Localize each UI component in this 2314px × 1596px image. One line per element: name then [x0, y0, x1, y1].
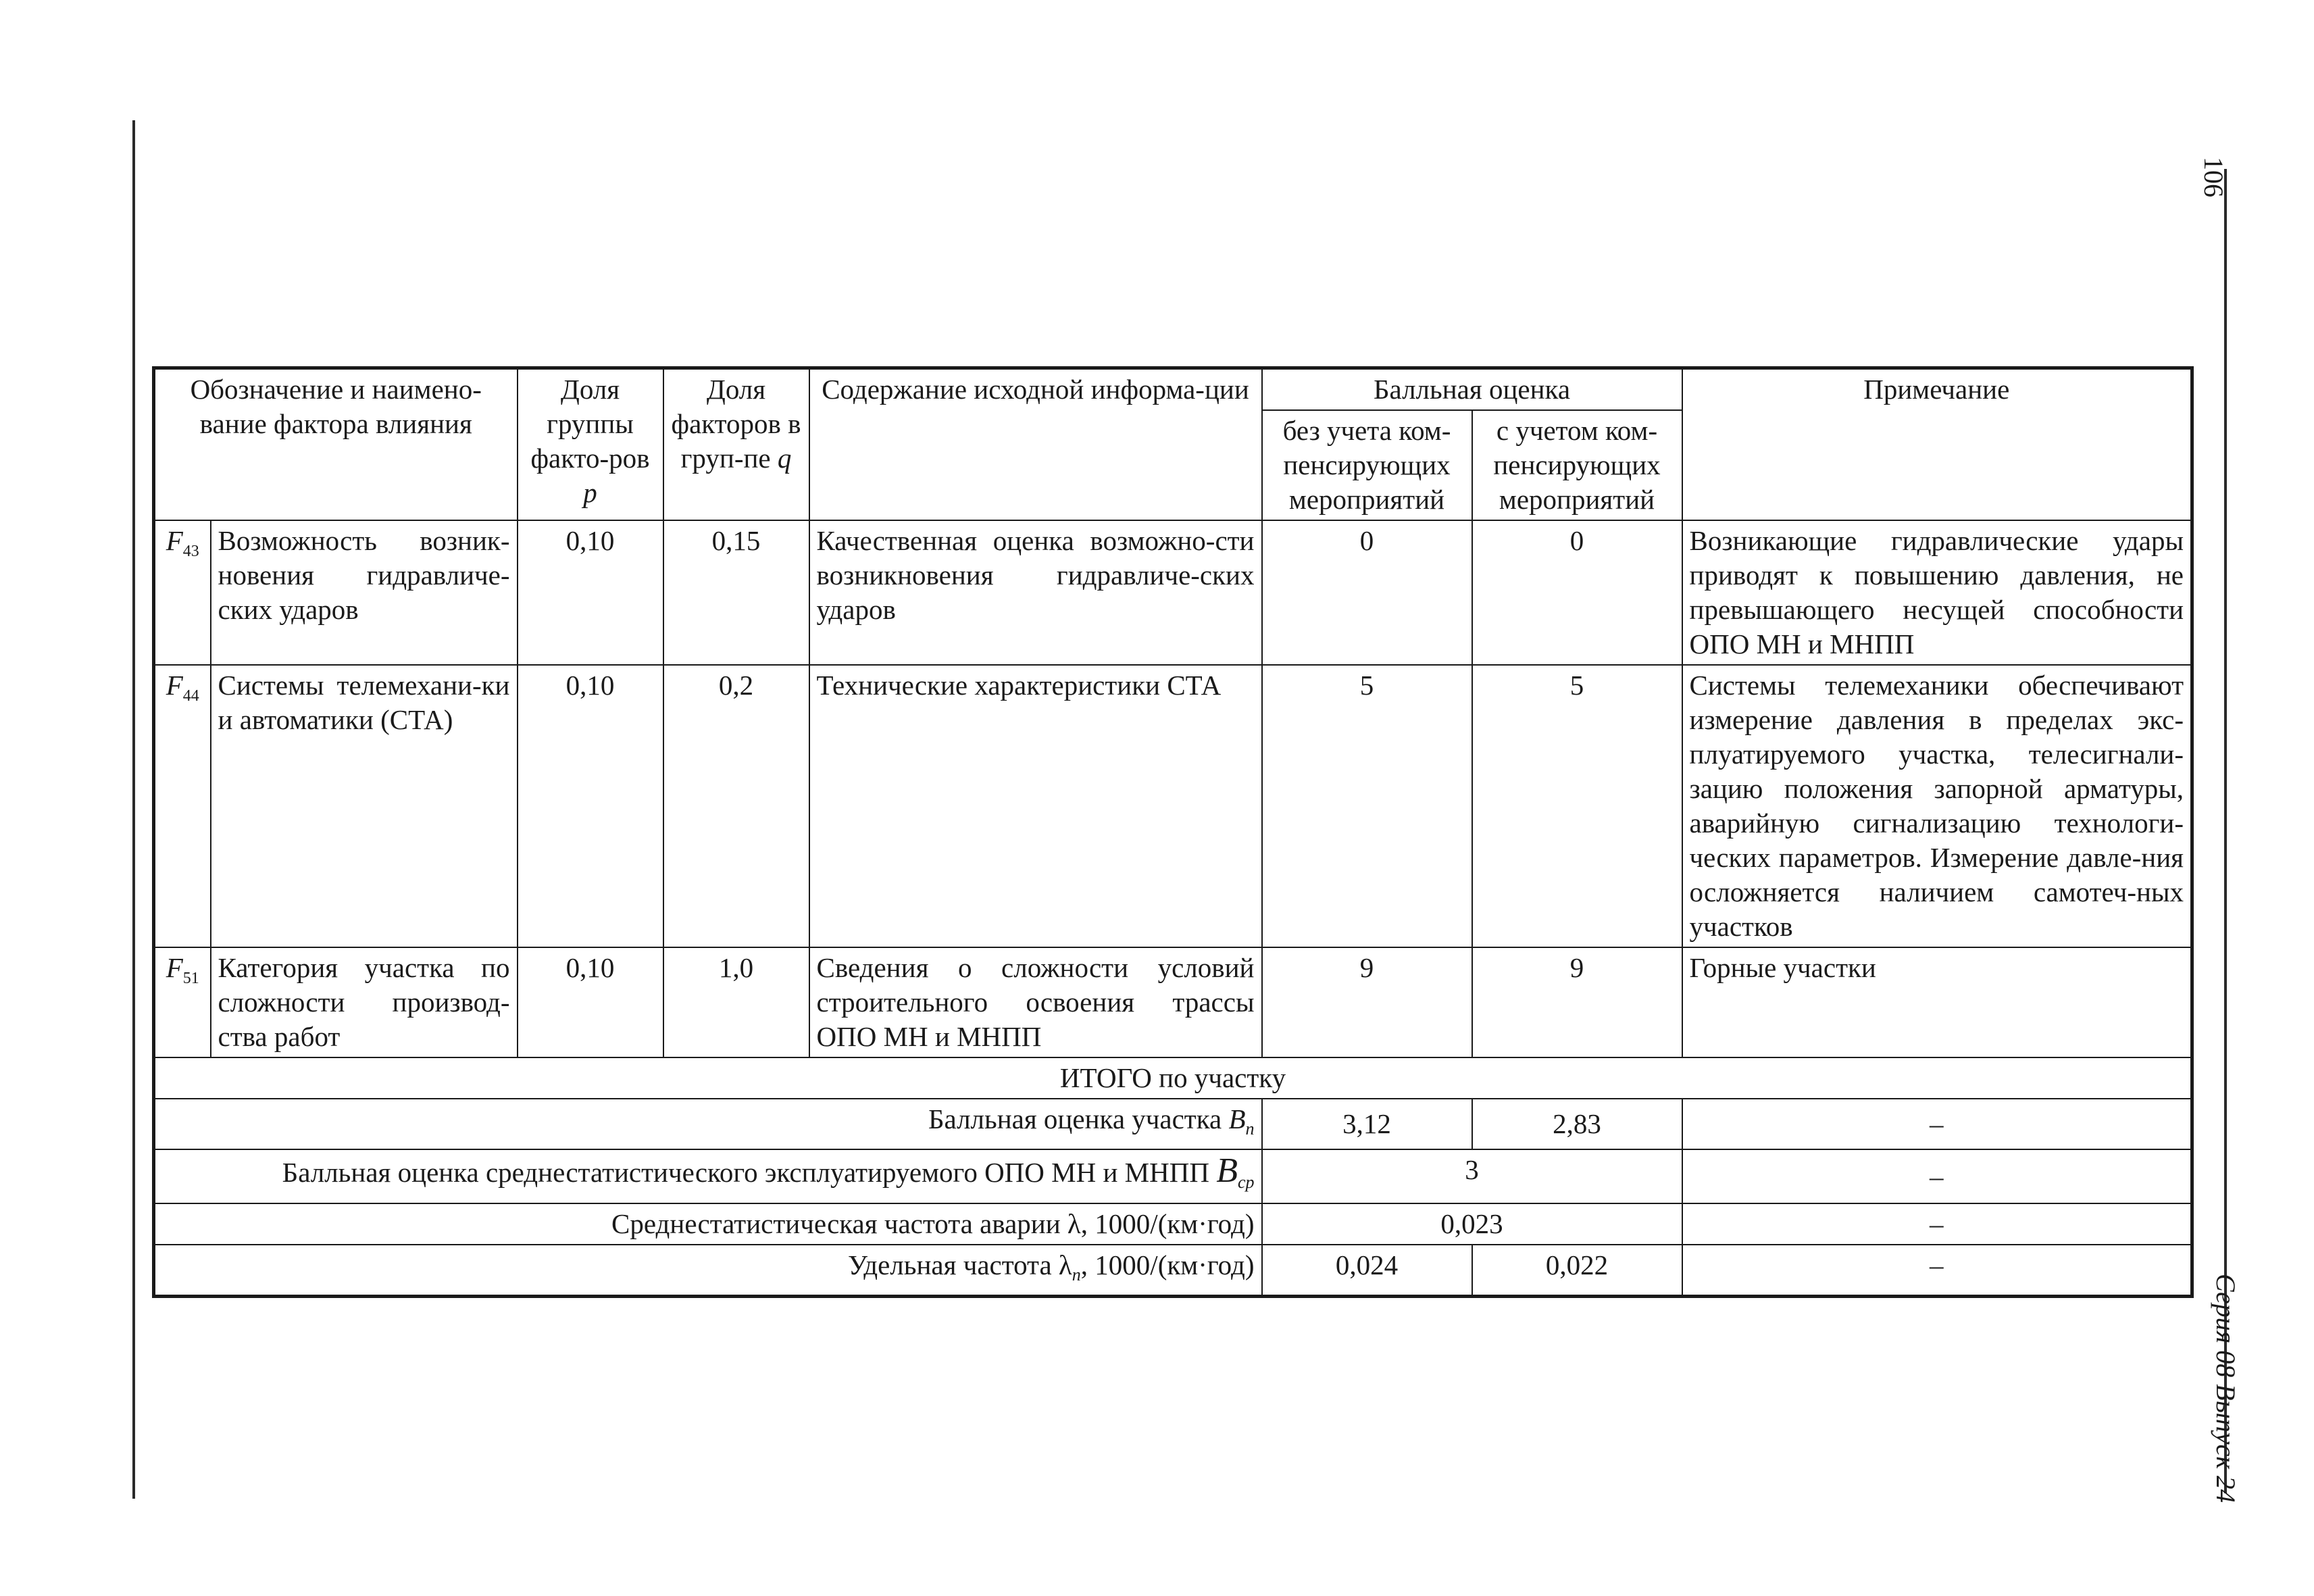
header-score-with: с учетом ком-пенсирующих мероприятий [1472, 410, 1682, 520]
specific-frequency-with: 0,022 [1472, 1245, 1682, 1297]
avg-frequency-value: 0,023 [1262, 1203, 1682, 1245]
header-content: Содержание исходной информа-ции [809, 368, 1262, 521]
specific-frequency-row [154, 1245, 2192, 1297]
section-score-without: 3,12 [1262, 1099, 1472, 1149]
table-row [154, 520, 2192, 665]
totals-heading: ИТОГО по участку [154, 1057, 2192, 1099]
factor-share-value: 1,0 [663, 947, 809, 1057]
score-with-value: 5 [1472, 665, 1682, 947]
avg-frequency-row [154, 1203, 2192, 1245]
series-caption: Серия 08 Выпуск 24 [2211, 1274, 2241, 1503]
factor-name: Возможность возник-новения гидравличе-ских ударов [211, 520, 518, 665]
factor-score-table [152, 366, 2194, 1298]
header-factor-share: Доля факторов в груп-пе q [663, 368, 809, 521]
score-with-value: 0 [1472, 520, 1682, 665]
section-score-label: Балльная оценка участка $B_n$ [154, 1099, 1262, 1149]
note-text: Горные участки [1682, 947, 2192, 1057]
average-score-label: Балльная оценка среднестатистического эксплуатируемого ОПО МН и МНПП $B_{ср}$ [154, 1149, 1262, 1203]
factor-share-value: 0,2 [663, 665, 809, 947]
score-without-value: 9 [1262, 947, 1472, 1057]
specific-frequency-without: 0,024 [1262, 1245, 1472, 1297]
specific-frequency-label: Удельная частота $\lambda_n$, 1000/(км·год) [154, 1245, 1262, 1297]
factor-code: $F_{43}$ [154, 520, 211, 665]
score-without-value: 0 [1262, 520, 1472, 665]
factor-code: $F_{51}$ [154, 947, 211, 1057]
page-number: 106 [2198, 157, 2229, 197]
note-text: Возникающие гидравлические удары приводят к повышению давления, не превышающего несущей способности ОПО МН и МНПП [1682, 520, 2192, 665]
content-text: Сведения о сложности условий строительного освоения трассы ОПО МН и МНПП [809, 947, 1262, 1057]
section-score-with: 2,83 [1472, 1099, 1682, 1149]
header-row-1 [154, 368, 2192, 411]
avg-frequency-label: Среднестатистическая частота аварии λ, 1000/(км·год) [154, 1203, 1262, 1245]
content-text: Качественная оценка возможно-сти возникновения гидравличе-ских ударов [809, 520, 1262, 665]
average-score-value: 3 [1262, 1149, 1682, 1203]
average-score-note: – [1682, 1149, 2192, 1203]
header-factor: Обозначение и наимено-вание фактора влияния [154, 368, 518, 521]
avg-frequency-note: – [1682, 1203, 2192, 1245]
table-row [154, 947, 2192, 1057]
factor-code: $F_{44}$ [154, 665, 211, 947]
header-score: Балльная оценка [1262, 368, 1682, 411]
note-text: Системы телемеханики обеспечивают измерение давления в пределах экс-плуатируемого участка, телесигнали-зацию положения запорной арматуры, аварийную сигнализацию технологи-ческих параметров. Измерение давле-ния осложняется наличием самотеч-ных участков [1682, 665, 2192, 947]
header-note: Примечание [1682, 368, 2192, 521]
factor-name: Системы телемехани-ки и автоматики (СТА) [211, 665, 518, 947]
totals-heading-row [154, 1057, 2192, 1099]
left-margin-rule [132, 120, 135, 1499]
score-without-value: 5 [1262, 665, 1472, 947]
average-score-row [154, 1149, 2192, 1203]
factor-share-value: 0,15 [663, 520, 809, 665]
section-score-row [154, 1099, 2192, 1149]
header-score-without: без учета ком-пенсирующих мероприятий [1262, 410, 1472, 520]
factor-name: Категория участка по сложности производ-ства работ [211, 947, 518, 1057]
section-score-note: – [1682, 1099, 2192, 1149]
specific-frequency-note: – [1682, 1245, 2192, 1297]
group-share-value: 0,10 [518, 665, 663, 947]
table-row [154, 665, 2192, 947]
score-with-value: 9 [1472, 947, 1682, 1057]
group-share-value: 0,10 [518, 947, 663, 1057]
group-share-value: 0,10 [518, 520, 663, 665]
content-text: Технические характеристики СТА [809, 665, 1262, 947]
header-group-share: Доля группы факто-ров p [518, 368, 663, 521]
